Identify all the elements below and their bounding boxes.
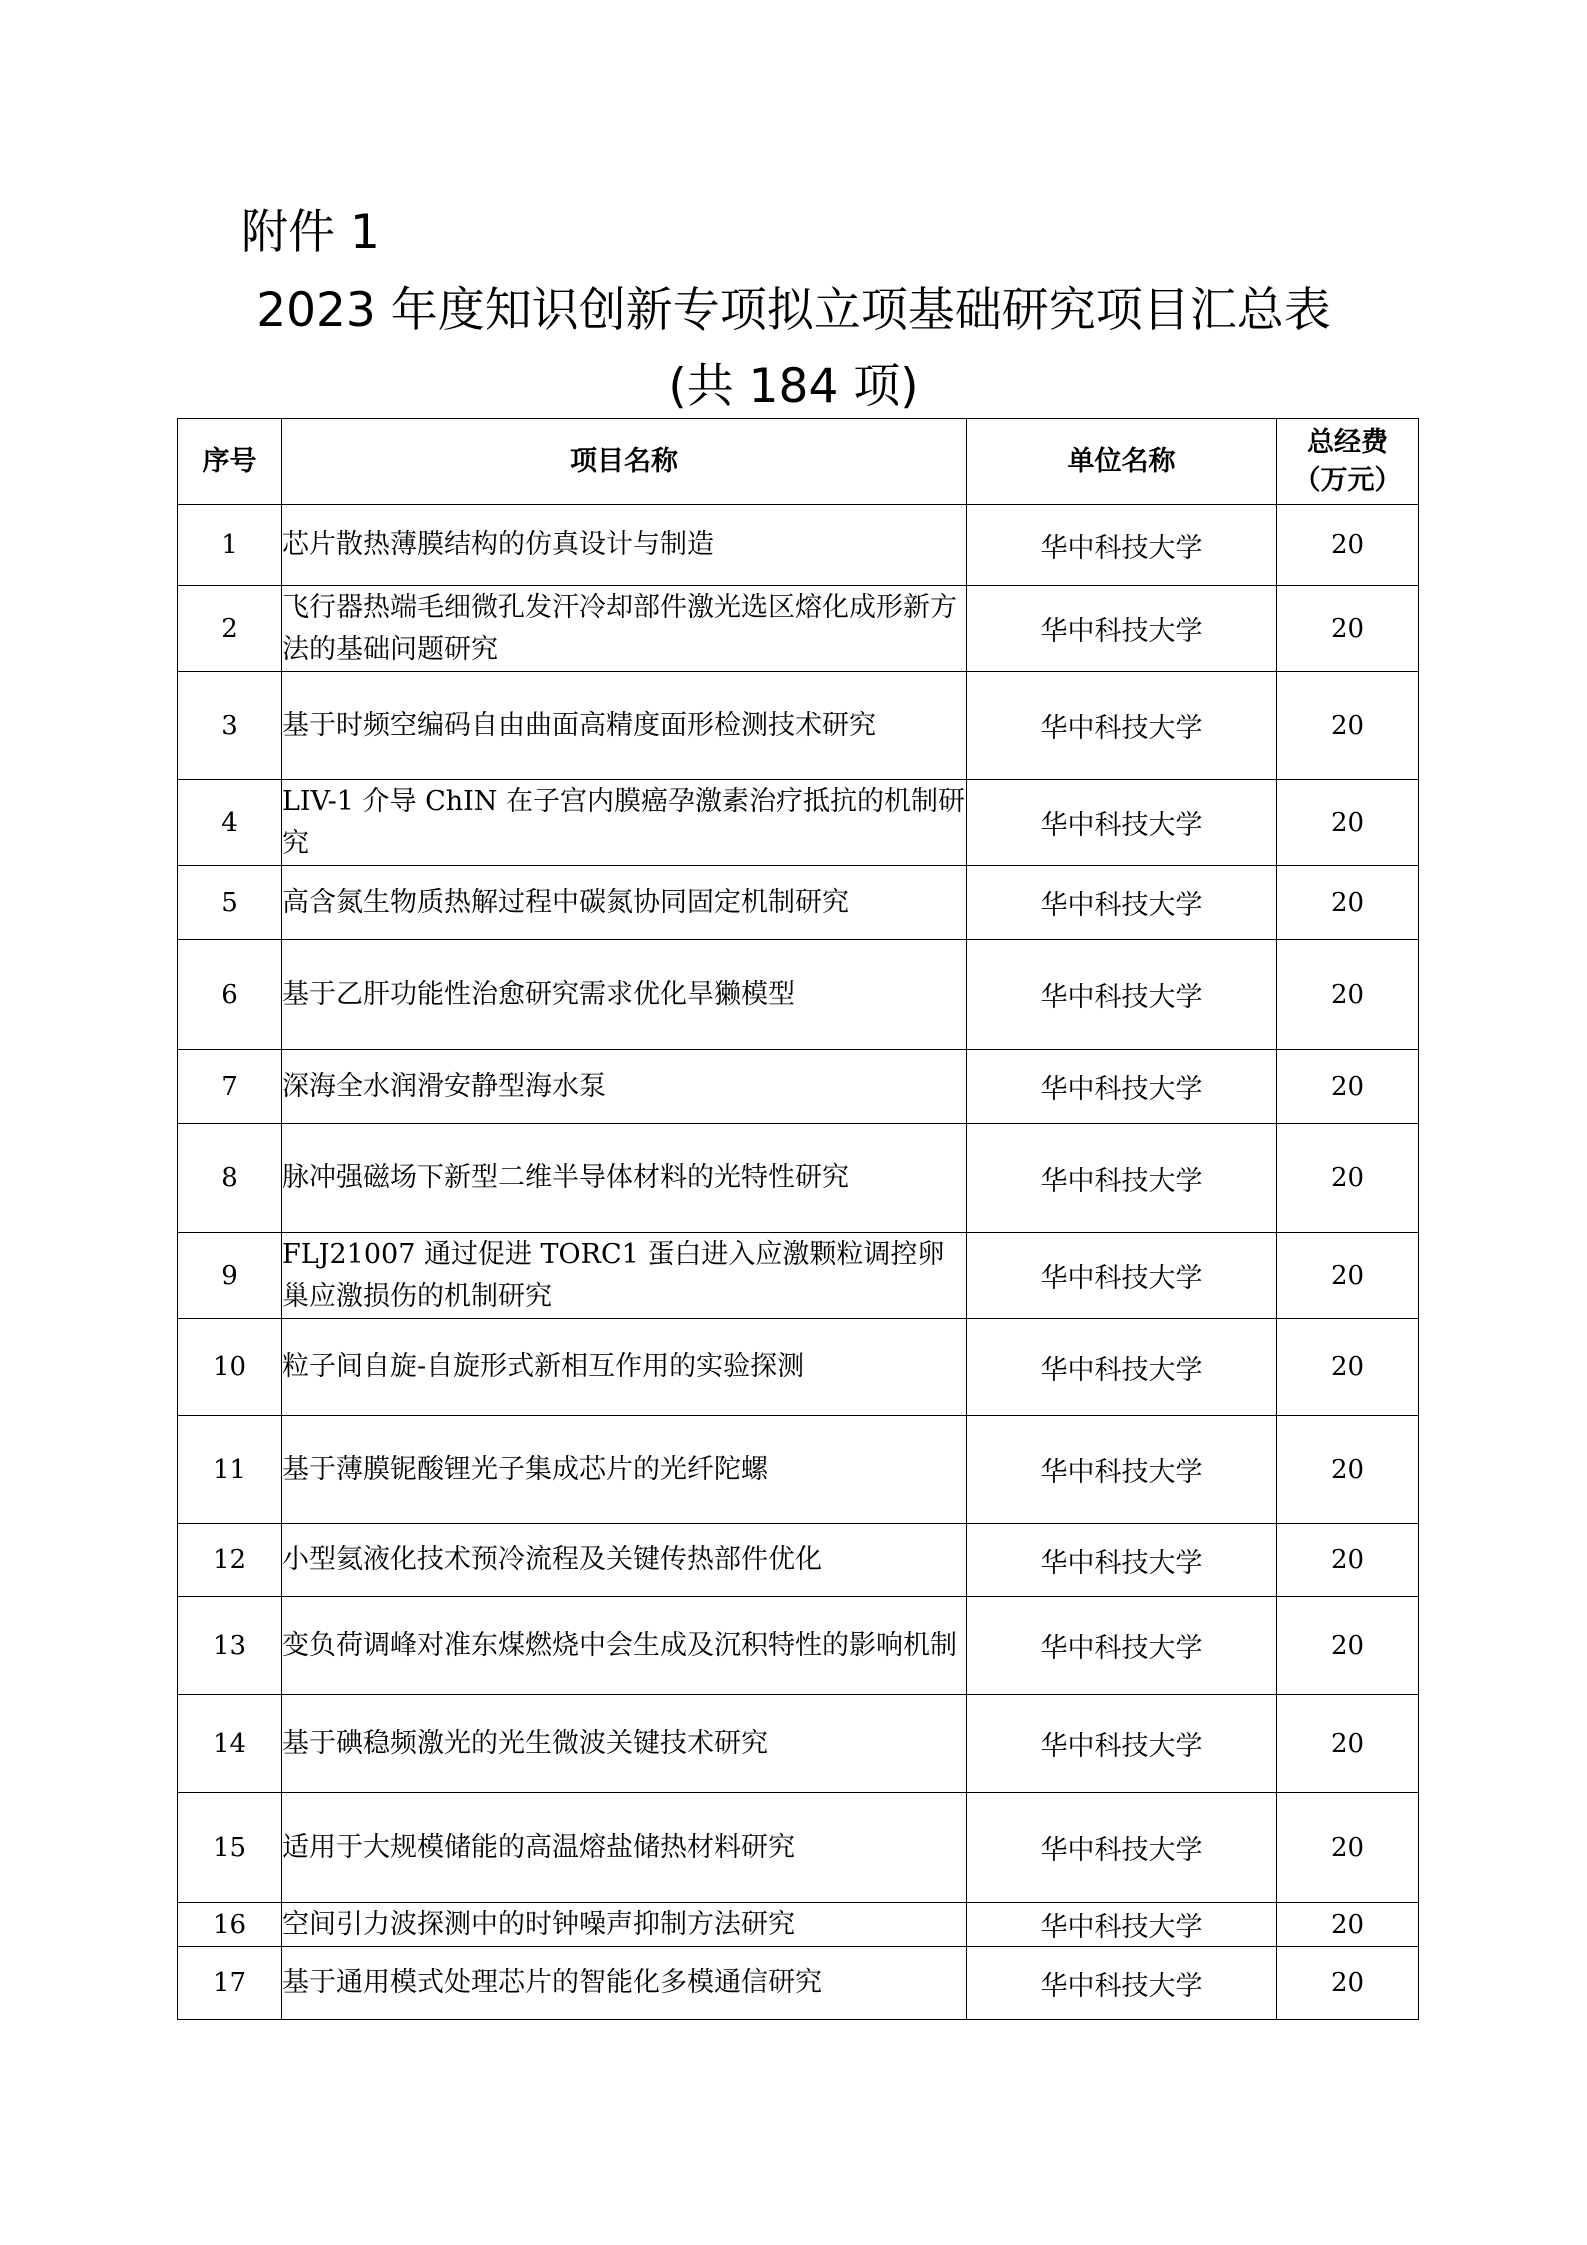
- row-project-name: 基于通用模式处理芯片的智能化多模通信研究: [282, 1947, 967, 2020]
- row-serial-number: 4: [178, 780, 282, 866]
- row-unit-name: 华中科技大学: [967, 940, 1277, 1050]
- table-row: [178, 1524, 1419, 1597]
- table-row: [178, 940, 1419, 1050]
- table-row: [178, 1597, 1419, 1695]
- row-total-funding: 20: [1277, 1793, 1419, 1903]
- row-serial-number: 16: [178, 1903, 282, 1947]
- row-unit-name: 华中科技大学: [967, 1903, 1277, 1947]
- row-serial-number: 3: [178, 672, 282, 780]
- row-unit-name: 华中科技大学: [967, 672, 1277, 780]
- row-serial-number: 12: [178, 1524, 282, 1597]
- row-unit-name: 华中科技大学: [967, 1416, 1277, 1524]
- table-header-row: [178, 419, 1419, 505]
- row-project-name: FLJ21007 通过促进 TORC1 蛋白进入应激颗粒调控卵巢应激损伤的机制研究: [282, 1233, 967, 1319]
- row-serial-number: 13: [178, 1597, 282, 1695]
- row-project-name: 脉冲强磁场下新型二维半导体材料的光特性研究: [282, 1124, 967, 1233]
- table-row: [178, 780, 1419, 866]
- row-unit-name: 华中科技大学: [967, 1947, 1277, 2020]
- row-project-name: 基于时频空编码自由曲面高精度面形检测技术研究: [282, 672, 967, 780]
- row-project-name: 适用于大规模储能的高温熔盐储热材料研究: [282, 1793, 967, 1903]
- row-total-funding: 20: [1277, 1233, 1419, 1319]
- row-total-funding: 20: [1277, 1947, 1419, 2020]
- header-project-name: 项目名称: [282, 419, 967, 505]
- table-row: [178, 1233, 1419, 1319]
- row-serial-number: 1: [178, 505, 282, 586]
- row-unit-name: 华中科技大学: [967, 1050, 1277, 1124]
- row-unit-name: 华中科技大学: [967, 505, 1277, 586]
- table-row: [178, 1416, 1419, 1524]
- row-project-name: 基于碘稳频激光的光生微波关键技术研究: [282, 1695, 967, 1793]
- row-total-funding: 20: [1277, 1695, 1419, 1793]
- document-subtitle: (共 184 项): [668, 359, 919, 414]
- row-serial-number: 2: [178, 586, 282, 672]
- row-unit-name: 华中科技大学: [967, 1695, 1277, 1793]
- row-project-name: 变负荷调峰对准东煤燃烧中会生成及沉积特性的影响机制: [282, 1597, 967, 1695]
- document-title: 2023 年度知识创新专项拟立项基础研究项目汇总表: [256, 283, 1331, 338]
- row-project-name: 基于薄膜铌酸锂光子集成芯片的光纤陀螺: [282, 1416, 967, 1524]
- row-project-name: 深海全水润滑安静型海水泵: [282, 1050, 967, 1124]
- row-serial-number: 15: [178, 1793, 282, 1903]
- row-serial-number: 7: [178, 1050, 282, 1124]
- table-row: [178, 1947, 1419, 2020]
- row-serial-number: 10: [178, 1319, 282, 1416]
- table-row: [178, 1793, 1419, 1903]
- row-project-name: 粒子间自旋-自旋形式新相互作用的实验探测: [282, 1319, 967, 1416]
- row-serial-number: 6: [178, 940, 282, 1050]
- row-serial-number: 5: [178, 866, 282, 940]
- table-row: [178, 1050, 1419, 1124]
- table-row: [178, 672, 1419, 780]
- table-row: [178, 866, 1419, 940]
- header-serial-number: 序号: [178, 419, 282, 505]
- row-total-funding: 20: [1277, 505, 1419, 586]
- row-project-name: 空间引力波探测中的时钟噪声抑制方法研究: [282, 1903, 967, 1947]
- row-total-funding: 20: [1277, 866, 1419, 940]
- table-row: [178, 1124, 1419, 1233]
- row-total-funding: 20: [1277, 1903, 1419, 1947]
- row-unit-name: 华中科技大学: [967, 866, 1277, 940]
- row-unit-name: 华中科技大学: [967, 1524, 1277, 1597]
- row-unit-name: 华中科技大学: [967, 1597, 1277, 1695]
- row-project-name: 小型氦液化技术预冷流程及关键传热部件优化: [282, 1524, 967, 1597]
- row-total-funding: 20: [1277, 1597, 1419, 1695]
- header-total-funding: [1277, 419, 1419, 505]
- row-project-name: 高含氮生物质热解过程中碳氮协同固定机制研究: [282, 866, 967, 940]
- row-unit-name: 华中科技大学: [967, 1319, 1277, 1416]
- header-unit-name: 单位名称: [967, 419, 1277, 505]
- row-serial-number: 11: [178, 1416, 282, 1524]
- header-total-funding-unit: （万元）: [1293, 464, 1402, 496]
- row-total-funding: 20: [1277, 1124, 1419, 1233]
- attachment-label: 附件 1: [241, 205, 380, 260]
- row-unit-name: 华中科技大学: [967, 586, 1277, 672]
- row-total-funding: 20: [1277, 1416, 1419, 1524]
- row-total-funding: 20: [1277, 780, 1419, 866]
- table-row: [178, 1319, 1419, 1416]
- row-total-funding: 20: [1277, 586, 1419, 672]
- row-project-name: 飞行器热端毛细微孔发汗冷却部件激光选区熔化成形新方法的基础问题研究: [282, 586, 967, 672]
- row-serial-number: 17: [178, 1947, 282, 2020]
- row-total-funding: 20: [1277, 1524, 1419, 1597]
- row-total-funding: 20: [1277, 940, 1419, 1050]
- row-total-funding: 20: [1277, 672, 1419, 780]
- row-serial-number: 8: [178, 1124, 282, 1233]
- row-project-name: LIV-1 介导 ChIN 在子宫内膜癌孕激素治疗抵抗的机制研究: [282, 780, 967, 866]
- row-total-funding: 20: [1277, 1050, 1419, 1124]
- project-summary-table: [177, 418, 1419, 2020]
- row-unit-name: 华中科技大学: [967, 1233, 1277, 1319]
- row-serial-number: 14: [178, 1695, 282, 1793]
- row-project-name: 芯片散热薄膜结构的仿真设计与制造: [282, 505, 967, 586]
- row-unit-name: 华中科技大学: [967, 1793, 1277, 1903]
- row-project-name: 基于乙肝功能性治愈研究需求优化旱獭模型: [282, 940, 967, 1050]
- table-row: [178, 586, 1419, 672]
- table-row: [178, 1695, 1419, 1793]
- row-serial-number: 9: [178, 1233, 282, 1319]
- row-unit-name: 华中科技大学: [967, 780, 1277, 866]
- row-total-funding: 20: [1277, 1319, 1419, 1416]
- table-row: [178, 505, 1419, 586]
- header-total-funding-label: 总经费: [1307, 426, 1388, 458]
- table-row: [178, 1903, 1419, 1947]
- row-unit-name: 华中科技大学: [967, 1124, 1277, 1233]
